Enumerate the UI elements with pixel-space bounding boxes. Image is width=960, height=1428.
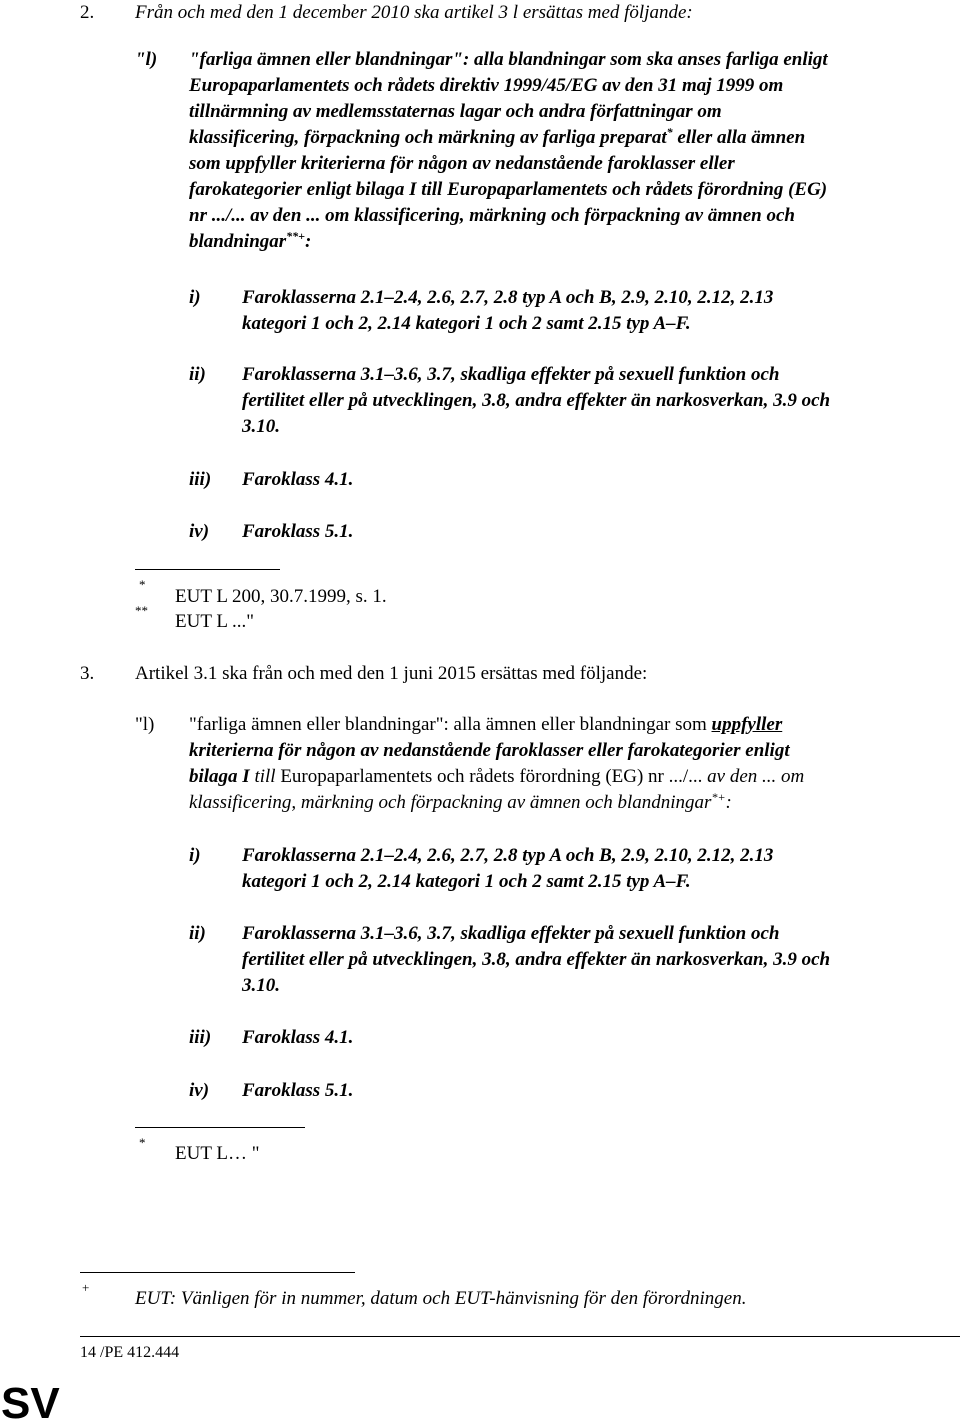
part3-definition [189,712,804,816]
footnote-divider [135,1127,305,1128]
list-item-line: Faroklasserna 3.1–3.6, 3.7, skadliga effekter på sexuell funktion och [242,364,780,385]
part2-intro: Från och med den 1 december 2010 ska artikel 3 l ersättas med följande: [135,2,693,23]
definition-line: klassificering, förpackning och märkning av farliga preparat* eller alla ämnen [189,125,806,148]
definition-line: som uppfyller kriterierna för någon av nedanstående faroklasser eller [189,153,735,174]
list-item-line: 3.10. [242,975,280,996]
list-item [242,285,773,337]
list-item-label: ii) [189,923,206,944]
definition-line: blandningar**+: [189,229,312,252]
footnote-divider [135,569,280,570]
list-item-label: i) [189,845,201,866]
part2-definition [189,47,828,255]
definition-line: nr .../... av den ... om klassificering, märkning och förpackning av ämnen och [189,205,795,226]
list-item [242,843,773,895]
list-item-line: Faroklasserna 3.1–3.6, 3.7, skadliga effekter på sexuell funktion och [242,923,780,944]
list-item-label: iii) [189,469,212,490]
footnote-ref: * [666,125,673,139]
list-item-label: i) [189,287,201,308]
language-code: SV [1,1379,60,1428]
footnote-mark: ** [135,603,148,618]
definition-line: kriterierna för någon av nedanstående faroklasser eller farokategorier enligt [189,740,790,761]
definition-line: farokategorier enligt bilaga I till Europaparlamentets och rådets förordning (EG) [189,179,828,200]
definition-line: tillnärmning av medlemsstaternas lagar och andra författningar om [189,101,722,122]
part3-quote-label: "l) [135,714,155,735]
list-item-label: ii) [189,364,206,385]
part3-intro: Artikel 3.1 ska från och med den 1 juni 2015 ersättas med följande: [135,663,648,684]
list-item [242,921,830,999]
page-reference: 14 /PE 412.444 [80,1344,180,1361]
list-item: Faroklass 5.1. [242,1080,354,1101]
part3-number: 3. [80,663,95,684]
list-item-line: fertilitet eller på utvecklingen, 3.8, andra effekter än narkosverkan, 3.9 och [242,949,831,970]
definition-line: "farliga ämnen eller blandningar": alla blandningar som ska anses farliga enligt [189,49,828,70]
page-footnote-mark: + [82,1280,90,1295]
footer-divider [80,1336,960,1337]
list-item-line: Faroklasserna 2.1–2.4, 2.6, 2.7, 2.8 typ A och B, 2.9, 2.10, 2.12, 2.13 [242,287,774,308]
list-item-line: 3.10. [242,416,280,437]
list-item-line: fertilitet eller på utvecklingen, 3.8, andra effekter än narkosverkan, 3.9 och [242,390,831,411]
footnote-ref: *+ [711,790,726,804]
part2-quote-label: "l) [135,49,158,70]
definition-line: Europaparlamentets och rådets direktiv 1999/45/EG av den 31 maj 1999 om [189,75,784,96]
list-item: Faroklass 5.1. [242,521,354,542]
footnote-ref: **+ [286,229,305,243]
footnote-mark: * [139,1135,146,1150]
list-item: Faroklass 4.1. [242,469,354,490]
footnote-text: EUT L… " [175,1143,260,1164]
page-footnote-divider [80,1272,355,1273]
page-footnote-text: EUT: Vänligen för in nummer, datum och EUT-hänvisning för den förordningen. [135,1288,747,1309]
footnote-text: EUT L 200, 30.7.1999, s. 1. [175,586,387,607]
part2-number: 2. [80,2,95,23]
list-item-label: iv) [189,1080,210,1101]
list-item-line: kategori 1 och 2, 2.14 kategori 1 och 2 samt 2.15 typ A–F. [242,313,691,334]
list-item-line: Faroklasserna 2.1–2.4, 2.6, 2.7, 2.8 typ A och B, 2.9, 2.10, 2.12, 2.13 [242,845,774,866]
list-item-label: iii) [189,1027,212,1048]
footnote-text: EUT L ..." [175,611,254,632]
list-item-line: kategori 1 och 2, 2.14 kategori 1 och 2 samt 2.15 typ A–F. [242,871,691,892]
list-item: Faroklass 4.1. [242,1027,354,1048]
definition-line: "farliga ämnen eller blandningar": alla ämnen eller blandningar som uppfyller [189,714,783,735]
list-item-label: iv) [189,521,210,542]
list-item [242,362,830,440]
definition-line: bilaga I till Europaparlamentets och rådets förordning (EG) nr .../... av den ... om [189,766,805,787]
footnote-mark: * [139,577,146,592]
definition-line: klassificering, märkning och förpackning av ämnen och blandningar*+: [189,790,732,813]
